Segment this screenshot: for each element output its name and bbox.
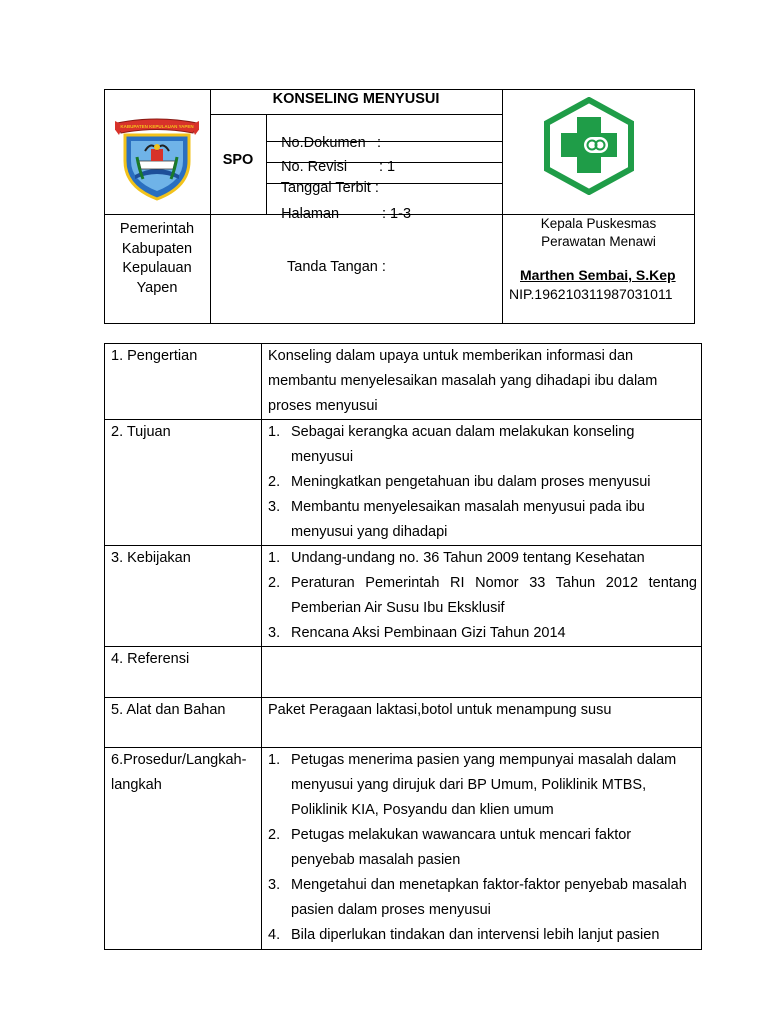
list-item: 1. Sebagai kerangka acuan dalam melakukan konseling menyusui (268, 424, 635, 465)
list-item: 3. Mengetahui dan menetapkan faktor-faktor penyebab masalah pasien dalam proses menyusui (268, 877, 687, 918)
table-row (105, 420, 702, 546)
meta-revision: No. Revisi : 1 (281, 159, 396, 175)
meta-document-number: No.Dokumen : (281, 135, 382, 151)
institution-name: Pemerintah Kabupaten Kepulauan Yapen (119, 221, 195, 296)
table-row (105, 698, 702, 748)
row-label: 3. Kebijakan (105, 546, 262, 647)
row-content (262, 546, 702, 647)
procedure-table (104, 343, 702, 950)
meta-page: Halaman : 1-3 (281, 206, 412, 222)
head-title: Kepala Puskesmas Perawatan Menawi (540, 216, 657, 249)
svg-text:KABUPATEN KEPULAUAN YAPEN: KABUPATEN KEPULAUAN YAPEN (120, 124, 194, 129)
spo-label: SPO (222, 152, 254, 168)
table-row (105, 546, 702, 647)
row-content (262, 748, 702, 950)
document-title: KONSELING MENYUSUI (272, 91, 440, 107)
list-item: 2. Petugas melakukan wawancara untuk mencari faktor penyebab masalah pasien (268, 827, 632, 868)
row-content (262, 647, 702, 698)
row-label: 6.Prosedur/Langkah-langkah (105, 748, 262, 950)
head-name: Marthen Sembai, S.Kep (520, 267, 676, 283)
header-divider (210, 89, 211, 324)
row-label: 4. Referensi (105, 647, 262, 698)
head-nip: NIP.196210311987031011 (509, 286, 673, 302)
signature-label: Tanda Tangan : (287, 259, 386, 275)
row-label: 2. Tujuan (105, 420, 262, 546)
list-item: 1. Undang-undang no. 36 Tahun 2009 tentang Kesehatan (268, 550, 645, 566)
row-content: Konseling dalam upaya untuk memberikan informasi dan membantu menyelesaikan masalah yang dihadapi ibu dalam proses menyusui (262, 344, 702, 420)
row-label: 1. Pengertian (105, 344, 262, 420)
row-label: 5. Alat dan Bahan (105, 698, 262, 748)
list-item: 1. Petugas menerima pasien yang mempunyai masalah dalam menyusui yang dirujuk dari BP Umum, Poliklinik MTBS, Poliklinik KIA, Posyandu dan klien umum (268, 752, 677, 818)
header-divider (210, 114, 502, 115)
meta-issue-date: Tanggal Terbit : (280, 180, 379, 196)
table-row (105, 748, 702, 950)
regency-emblem-logo (115, 113, 199, 201)
list-item: 2. Meningkatkan pengetahuan ibu dalam proses menyusui (268, 474, 651, 490)
list-item: 4. Bila diperlukan tindakan dan intervensi lebih lanjut pasien (268, 927, 660, 943)
row-content: Paket Peragaan laktasi,botol untuk menampung susu (262, 698, 702, 748)
list-item: 3. Rencana Aksi Pembinaan Gizi Tahun 2014 (268, 625, 566, 641)
puskesmas-logo (543, 97, 635, 195)
list-item: 2. Peraturan Pemerintah RI Nomor 33 Tahun 2012 tentang Pemberian Air Susu Ibu Eksklusif (268, 575, 697, 616)
header-divider (266, 114, 267, 214)
table-row (105, 344, 702, 420)
table-row (105, 647, 702, 698)
list-item: 3. Membantu menyelesaikan masalah menyusui pada ibu menyusui yang dihadapi (268, 499, 645, 540)
header-divider (502, 89, 503, 324)
row-content (262, 420, 702, 546)
